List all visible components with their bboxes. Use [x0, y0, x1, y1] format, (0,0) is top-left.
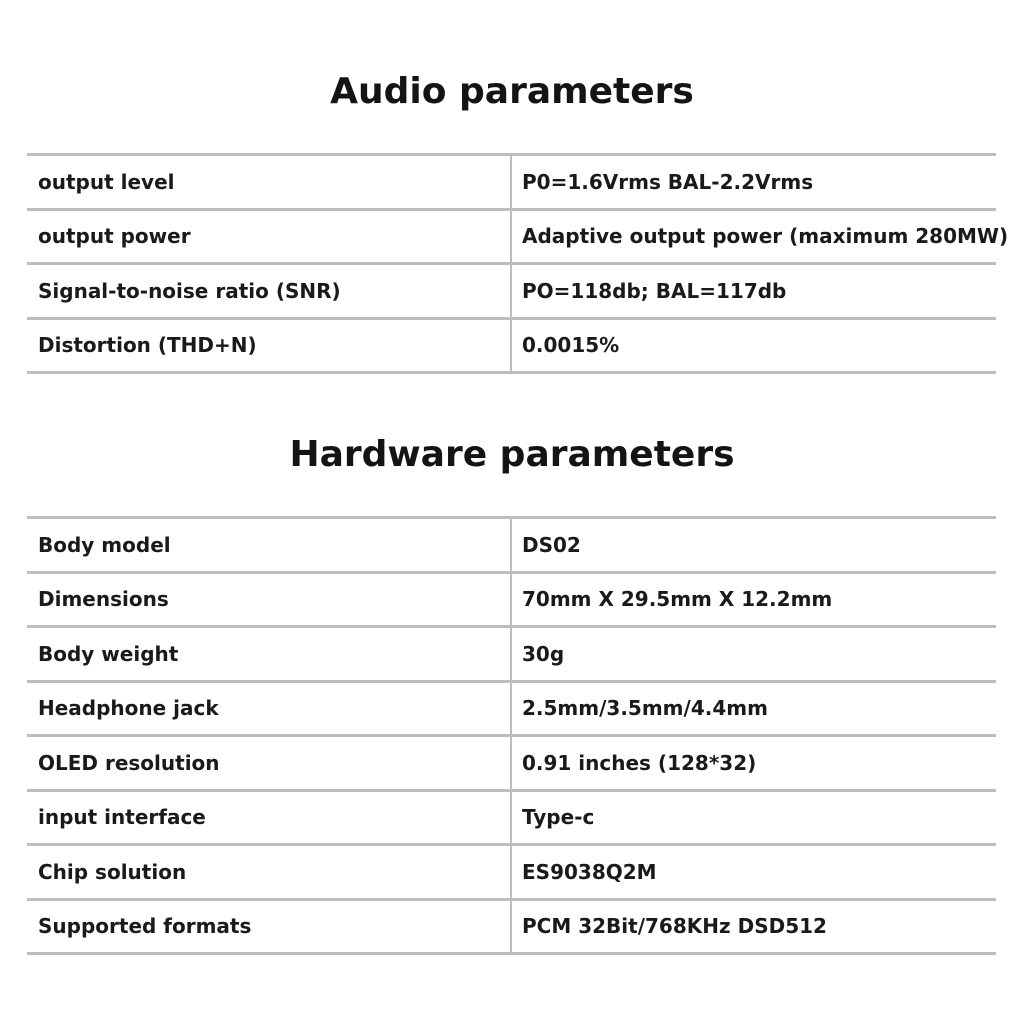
spec-value: 0.0015% — [522, 333, 620, 358]
hardware-parameters-title: Hardware parameters — [289, 434, 735, 475]
spec-label: Headphone jack — [38, 696, 219, 721]
spec-label: Supported formats — [38, 914, 252, 939]
spec-value: PCM 32Bit/768KHz DSD512 — [522, 914, 827, 939]
spec-label: Signal-to-noise ratio (SNR) — [38, 278, 341, 303]
spec-value: PO=118db; BAL=117db — [522, 278, 787, 303]
spec-value: Adaptive output power (maximum 280MW) — [522, 224, 1009, 249]
audio-parameters-title: Audio parameters — [330, 71, 694, 112]
column-divider — [510, 846, 512, 898]
spec-label: output power — [38, 224, 191, 249]
hardware-parameters-table — [27, 519, 996, 955]
column-divider — [510, 683, 512, 735]
column-divider — [510, 211, 512, 263]
spec-label: Chip solution — [38, 859, 187, 884]
column-divider — [510, 265, 512, 317]
spec-label: Distortion (THD+N) — [38, 333, 257, 358]
spec-label: OLED resolution — [38, 750, 220, 775]
column-divider — [510, 519, 512, 571]
table-row — [27, 846, 996, 901]
table-row — [27, 519, 996, 574]
column-divider — [510, 792, 512, 844]
spec-value: 30g — [522, 641, 565, 666]
table-row — [27, 628, 996, 683]
audio-parameters-table — [27, 156, 1009, 374]
table-row — [27, 901, 996, 956]
spec-label: Dimensions — [38, 587, 169, 612]
spec-value: DS02 — [522, 532, 581, 557]
spec-value: P0=1.6Vrms BAL-2.2Vrms — [522, 169, 814, 194]
column-divider — [510, 574, 512, 626]
table-row — [27, 574, 996, 629]
spec-value: Type-c — [522, 805, 595, 830]
spec-value: 70mm X 29.5mm X 12.2mm — [522, 587, 833, 612]
table-row — [27, 320, 996, 375]
column-divider — [510, 628, 512, 680]
column-divider — [510, 156, 512, 208]
spec-label: Body model — [38, 532, 171, 557]
spec-value: 2.5mm/3.5mm/4.4mm — [522, 696, 768, 721]
table-row — [27, 265, 996, 320]
table-row — [27, 683, 996, 738]
spec-label: Body weight — [38, 641, 179, 666]
table-row — [27, 211, 1009, 266]
table-row — [27, 792, 996, 847]
spec-value: 0.91 inches (128*32) — [522, 750, 757, 775]
column-divider — [510, 320, 512, 372]
table-row — [27, 156, 996, 211]
spec-value: ES9038Q2M — [522, 859, 657, 884]
table-row — [27, 737, 996, 792]
spec-label: output level — [38, 169, 175, 194]
column-divider — [510, 901, 512, 953]
column-divider — [510, 737, 512, 789]
spec-label: input interface — [38, 805, 206, 830]
